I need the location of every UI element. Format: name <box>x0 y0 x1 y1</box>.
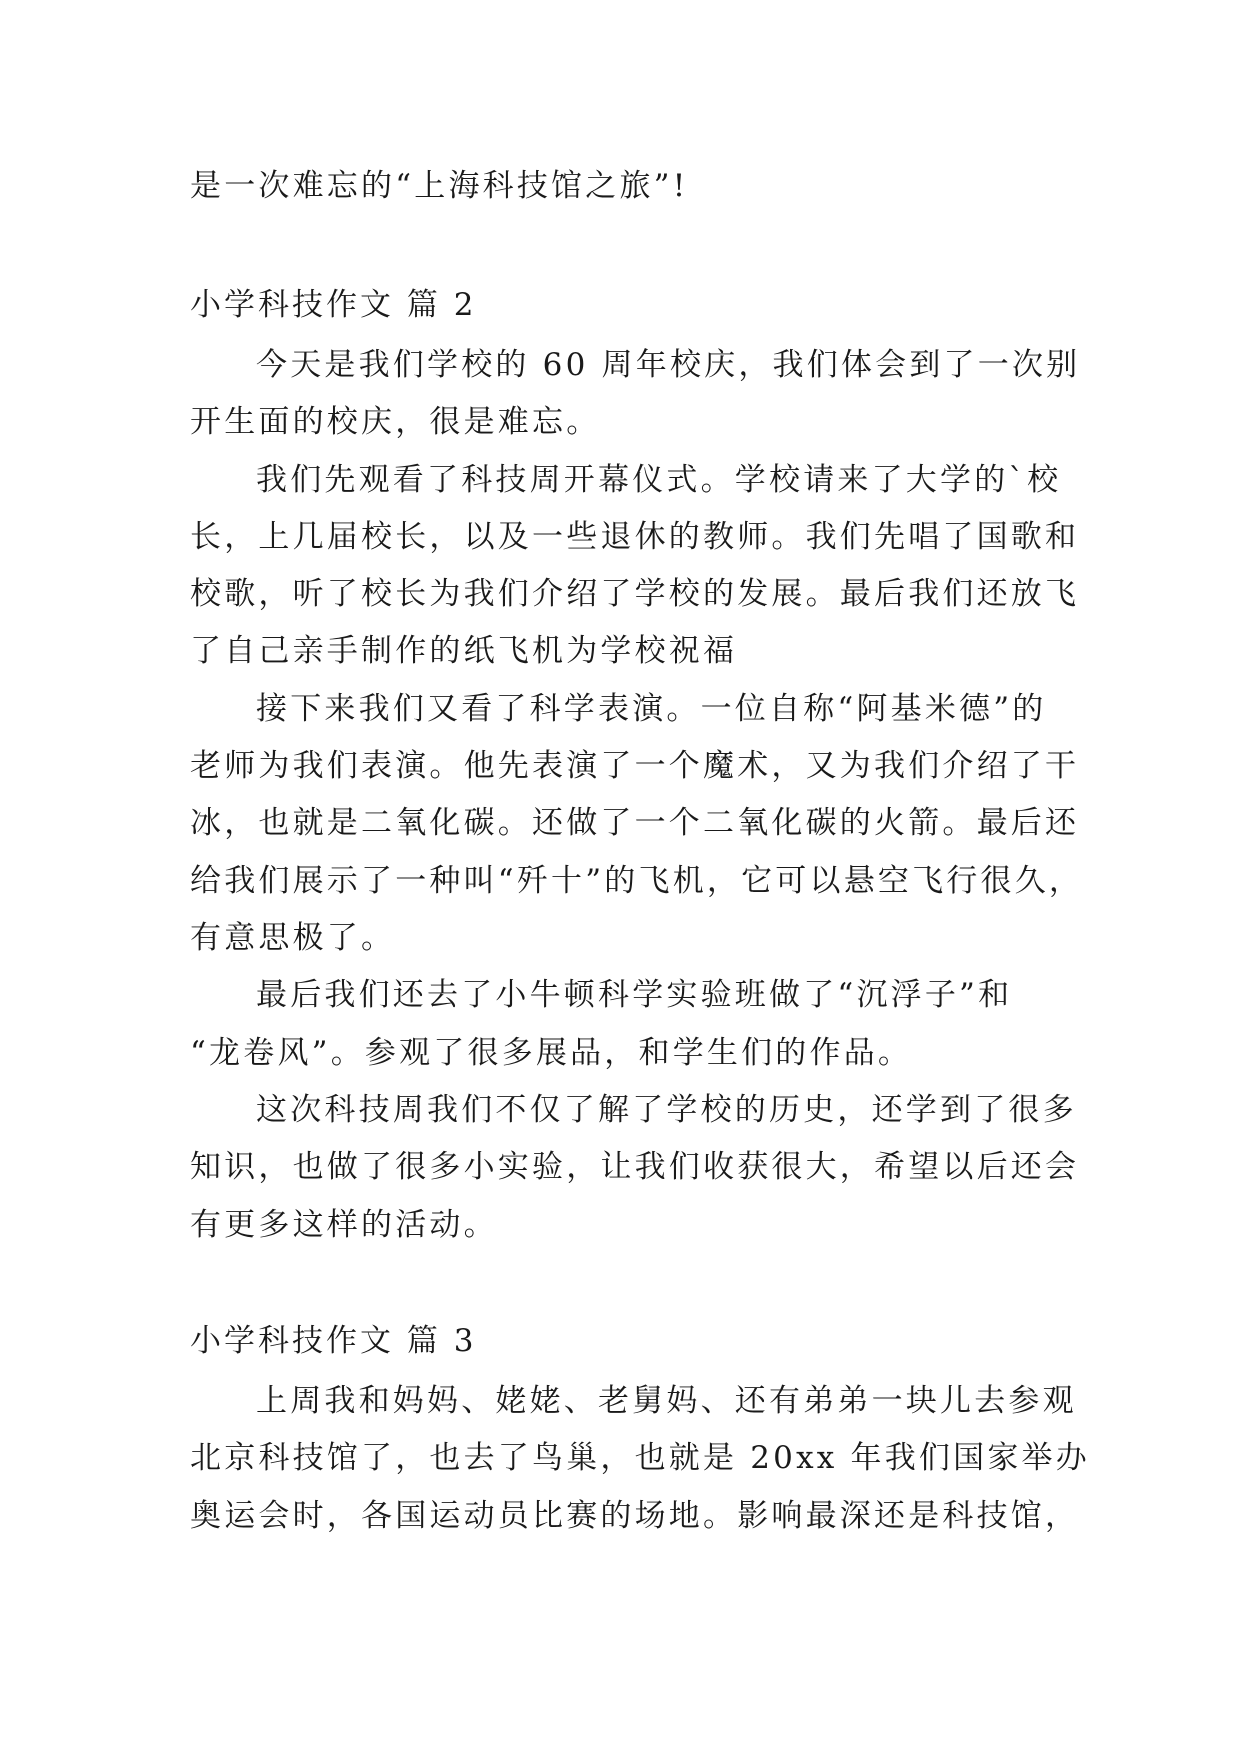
paragraph-line: 奥运会时，各国运动员比赛的场地。影响最深还是科技馆， <box>190 1498 1080 1534</box>
paragraph-line: 老师为我们表演。他先表演了一个魔术，又为我们介绍了干 <box>190 748 1080 784</box>
paragraph-line: 是一次难忘的“上海科技馆之旅”! <box>190 168 689 204</box>
section-heading: 小学科技作文 篇 3 <box>190 1323 477 1359</box>
paragraph-line: 今天是我们学校的 60 周年校庆，我们体会到了一次别 <box>256 347 1081 383</box>
paragraph-line: 校歌，听了校长为我们介绍了学校的发展。最后我们还放飞 <box>190 576 1080 612</box>
paragraph-line: 接下来我们又看了科学表演。一位自称“阿基米德”的 <box>256 691 1047 727</box>
paragraph-line: “龙卷风”。参观了很多展品，和学生们的作品。 <box>190 1035 913 1071</box>
paragraph-line: 最后我们还去了小牛顿科学实验班做了“沉浮子”和 <box>256 977 1013 1013</box>
paragraph-line: 有意思极了。 <box>190 920 396 956</box>
paragraph-line: 我们先观看了科技周开幕仪式。学校请来了大学的`校 <box>256 462 1062 498</box>
paragraph-line: 开生面的校庆，很是难忘。 <box>190 404 601 440</box>
paragraph-line: 长，上几届校长，以及一些退休的教师。我们先唱了国歌和 <box>190 519 1080 555</box>
paragraph-line: 了自己亲手制作的纸飞机为学校祝福 <box>190 633 738 669</box>
paragraph-line: 给我们展示了一种叫“歼十”的飞机，它可以悬空飞行很久， <box>190 863 1084 899</box>
paragraph-line: 这次科技周我们不仅了解了学校的历史，还学到了很多 <box>256 1092 1077 1128</box>
paragraph-line: 北京科技馆了，也去了鸟巢，也就是 20xx 年我们国家举办 <box>190 1440 1090 1476</box>
paragraph-line: 上周我和妈妈、姥姥、老舅妈、还有弟弟一块儿去参观 <box>256 1383 1077 1419</box>
section-heading: 小学科技作文 篇 2 <box>190 287 477 323</box>
paragraph-line: 有更多这样的活动。 <box>190 1207 498 1243</box>
paragraph-line: 知识，也做了很多小实验，让我们收获很大，希望以后还会 <box>190 1149 1080 1185</box>
paragraph-line: 冰，也就是二氧化碳。还做了一个二氧化碳的火箭。最后还 <box>190 805 1080 841</box>
